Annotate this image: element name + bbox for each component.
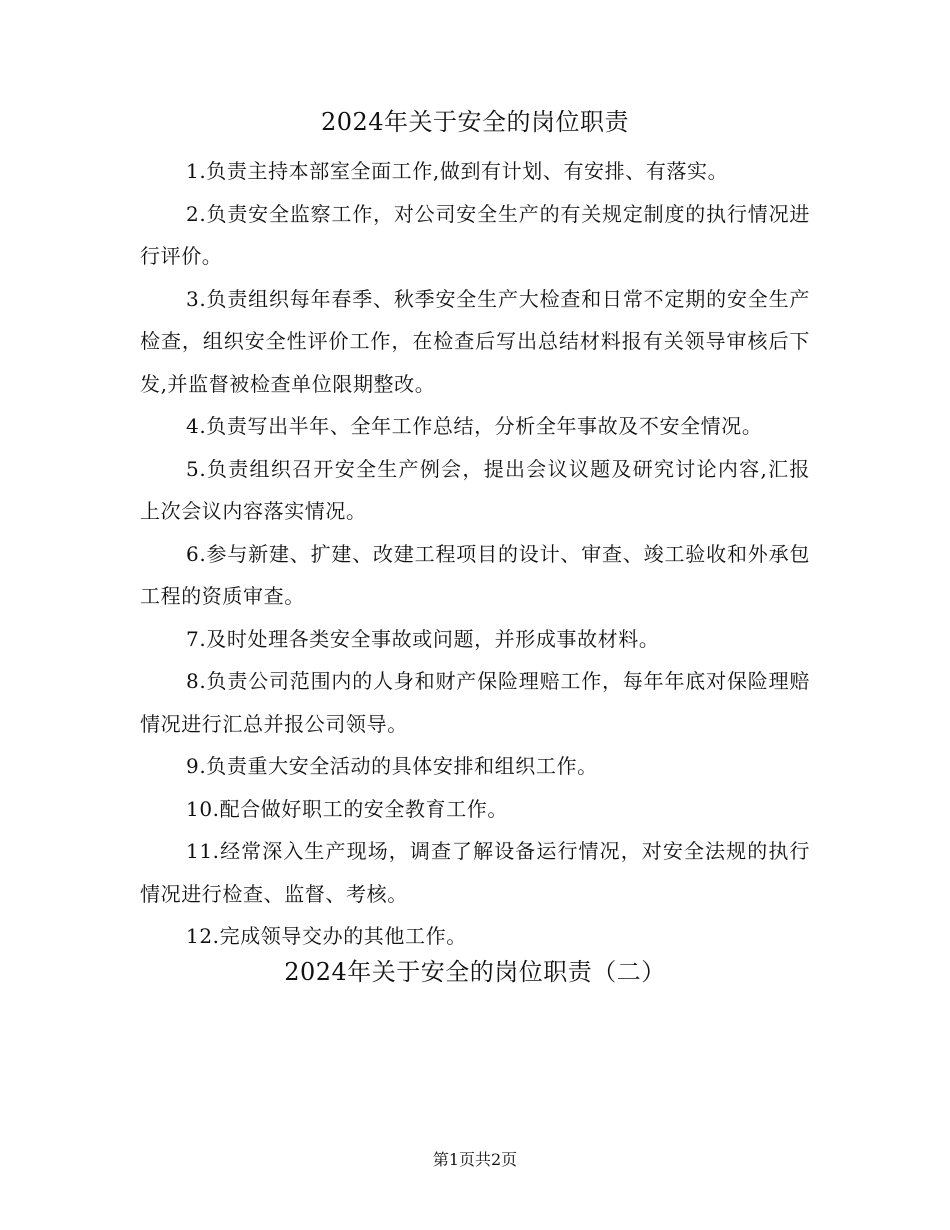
paragraph: 1.负责主持本部室全面工作,做到有计划、有安排、有落实。 xyxy=(186,159,729,183)
paragraph: 6.参与新建、扩建、改建工程项目的设计、审查、竣工验收和外承包工程的资质审查。 xyxy=(140,541,810,608)
paragraph: 8.负责公司范围内的人身和财产保险理赔工作，每年年底对保险理赔情况进行汇总并报公司领导。 xyxy=(140,669,810,736)
document-title: 2024年关于安全的岗位职责 xyxy=(320,108,630,136)
paragraph: 9.负责重大安全活动的具体安排和组织工作。 xyxy=(186,754,598,778)
paragraph: 12.完成领导交办的其他工作。 xyxy=(186,924,467,948)
next-section-title: 2024年关于安全的岗位职责（二） xyxy=(284,958,666,986)
paragraph: 3.负责组织每年春季、秋季安全生产大检查和日常不定期的安全生产检查，组织安全性评价工作，在检查后写出总结材料报有关领导审核后下发,并监督被检查单位限期整改。 xyxy=(140,286,810,396)
paragraph: 2.负责安全监察工作，对公司安全生产的有关规定制度的执行情况进行评价。 xyxy=(140,201,810,268)
document-body xyxy=(140,150,810,958)
page-number: 第1页共2页 xyxy=(432,1150,518,1169)
paragraph: 5.负责组织召开安全生产例会，提出会议议题及研究讨论内容,汇报上次会议内容落实情况。 xyxy=(140,456,810,523)
paragraph: 11.经常深入生产现场，调查了解设备运行情况，对安全法规的执行情况进行检查、监督、考核。 xyxy=(140,839,810,906)
paragraph: 4.负责写出半年、全年工作总结，分析全年事故及不安全情况。 xyxy=(186,414,763,438)
paragraph: 7.及时处理各类安全事故或问题，并形成事故材料。 xyxy=(186,626,660,651)
paragraph: 10.配合做好职工的安全教育工作。 xyxy=(186,796,509,821)
